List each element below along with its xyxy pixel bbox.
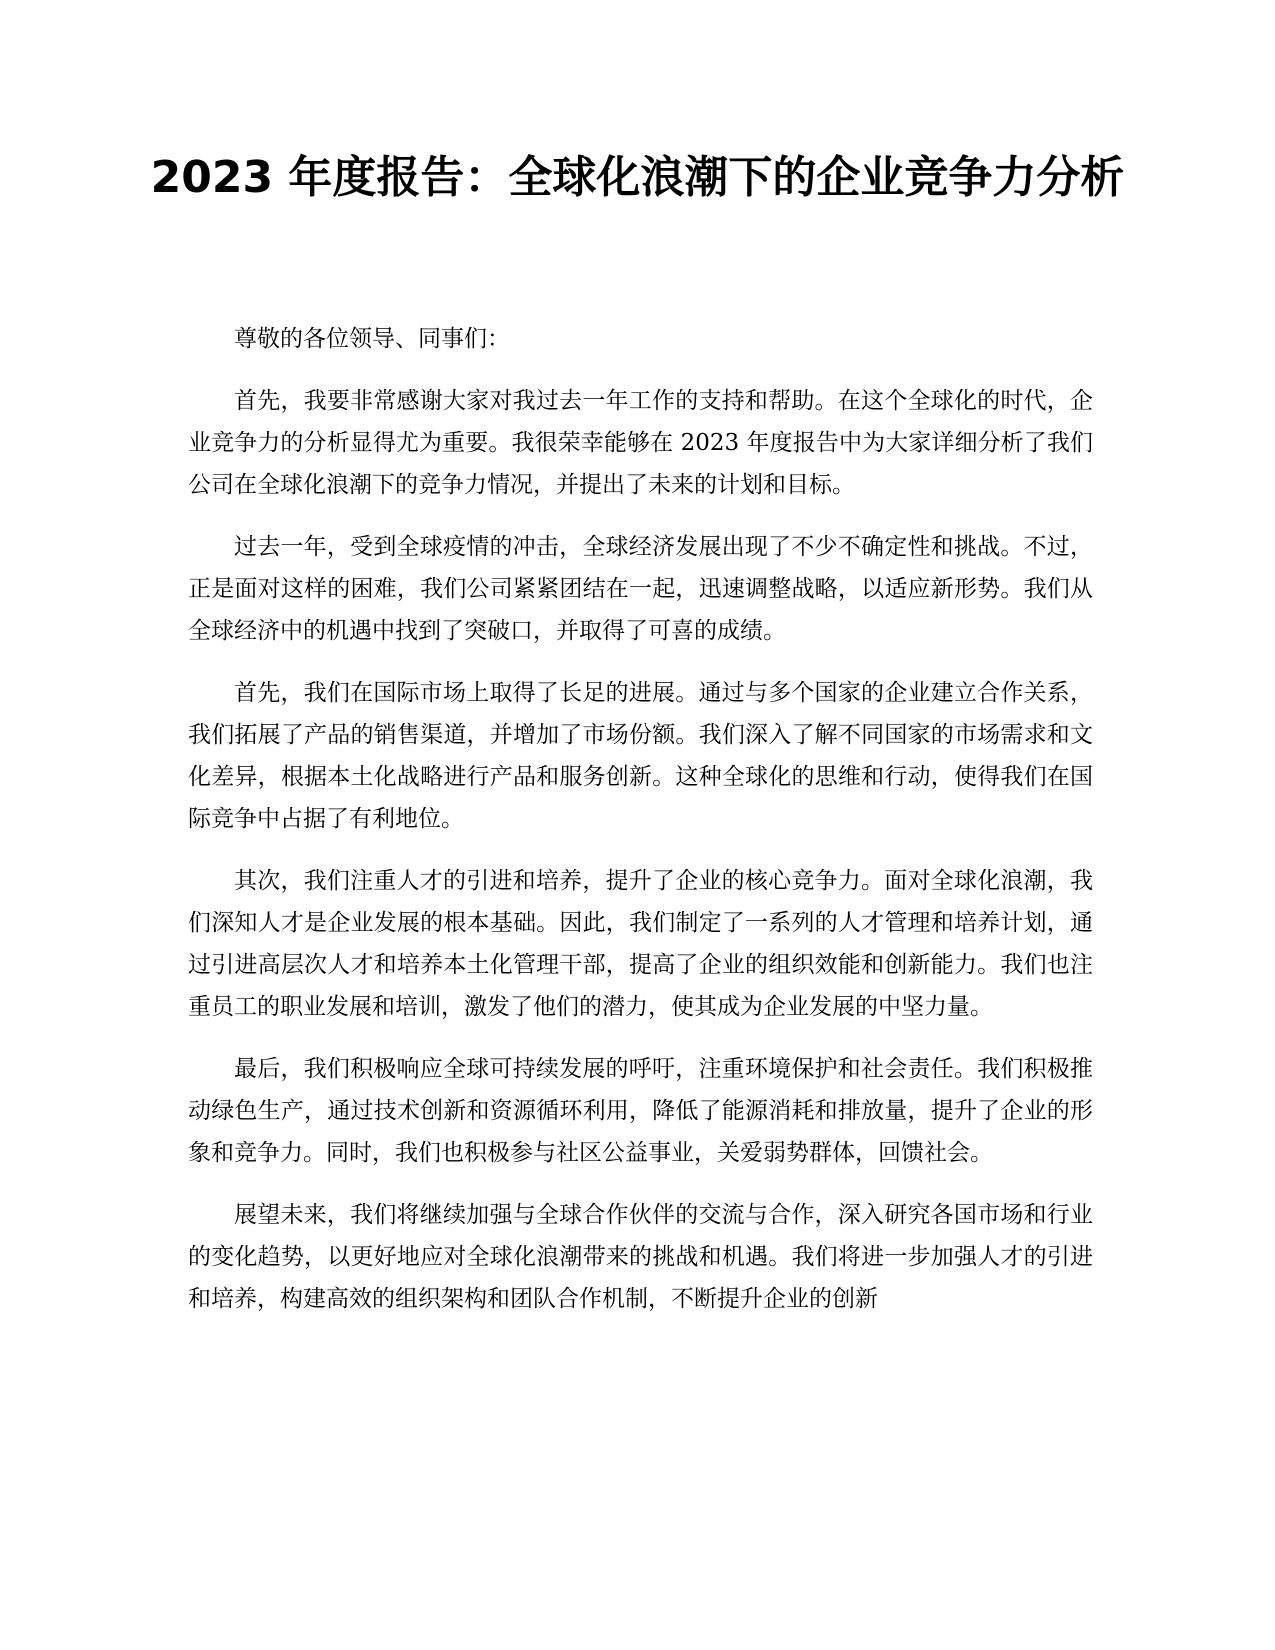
body-paragraph: 过去一年，受到全球疫情的冲击，全球经济发展出现了不少不确定性和挑战。不过，正是面对这样的困难，我们公司紧紧团结在一起，迅速调整战略，以适应新形势。我们从全球经济中的机遇中找到了突破口，并取得了可喜的成绩。 [188, 534, 1093, 644]
body-paragraph: 其次，我们注重人才的引进和培养，提升了企业的核心竞争力。面对全球化浪潮，我们深知人才是企业发展的根本基础。因此，我们制定了一系列的人才管理和培养计划，通过引进高层次人才和培养本土化管理干部，提高了企业的组织效能和创新能力。我们也注重员工的职业发展和培训，激发了他们的潜力，使其成为企业发展的中坚力量。 [188, 868, 1093, 1020]
body-paragraph: 展望未来，我们将继续加强与全球合作伙伴的交流与合作，深入研究各国市场和行业的变化趋势，以更好地应对全球化浪潮带来的挑战和机遇。我们将进一步加强人才的引进和培养，构建高效的组织架构和团队合作机制，不断提升企业的创新 [188, 1202, 1093, 1312]
body-paragraph: 首先，我要非常感谢大家对我过去一年工作的支持和帮助。在这个全球化的时代，企业竞争力的分析显得尤为重要。我很荣幸能够在 2023 年度报告中为大家详细分析了我们公司在全球化浪潮下的竞争力情况，并提出了未来的计划和目标。 [188, 388, 1093, 498]
document-title: 2023 年度报告：全球化浪潮下的企业竞争力分析 [150, 152, 1125, 203]
document-body [188, 318, 1093, 1340]
salutation-paragraph: 尊敬的各位领导、同事们： [234, 326, 510, 352]
body-paragraph: 首先，我们在国际市场上取得了长足的进展。通过与多个国家的企业建立合作关系，我们拓展了产品的销售渠道，并增加了市场份额。我们深入了解不同国家的市场需求和文化差异，根据本土化战略进行产品和服务创新。这种全球化的思维和行动，使得我们在国际竞争中占据了有利地位。 [188, 680, 1093, 832]
body-paragraph: 最后，我们积极响应全球可持续发展的呼吁，注重环境保护和社会责任。我们积极推动绿色生产，通过技术创新和资源循环利用，降低了能源消耗和排放量，提升了企业的形象和竞争力。同时，我们也积极参与社区公益事业，关爱弱势群体，回馈社会。 [188, 1056, 1093, 1166]
